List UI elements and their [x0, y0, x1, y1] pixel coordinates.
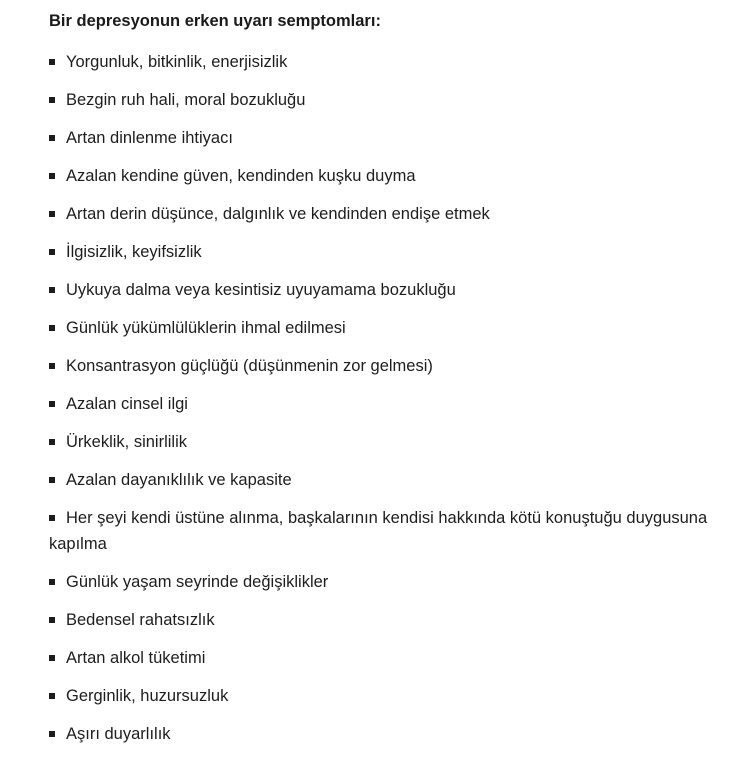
bullet-square-icon: [49, 173, 55, 179]
list-item-text: Günlük yaşam seyrinde değişiklikler: [66, 573, 329, 591]
list-item: [49, 353, 725, 379]
list-item: [49, 125, 725, 151]
bullet-square-icon: [49, 439, 55, 445]
bullet-square-icon: [49, 617, 55, 623]
section-heading: Bir depresyonun erken uyarı semptomları:: [49, 12, 381, 30]
list-item: [49, 721, 725, 747]
list-item: [49, 429, 725, 455]
article-content: [49, 9, 725, 759]
bullet-square-icon: [49, 401, 55, 407]
list-item-text: İlgisizlik, keyifsizlik: [66, 243, 202, 261]
list-item: [49, 569, 725, 595]
list-item-text: Gerginlik, huzursuzluk: [66, 687, 229, 705]
bullet-square-icon: [49, 693, 55, 699]
list-item-text: Bezgin ruh hali, moral bozukluğu: [66, 91, 306, 109]
bullet-square-icon: [49, 325, 55, 331]
list-item: [49, 239, 725, 265]
list-item-text: Her şeyi kendi üstüne alınma, başkalarının kendisi hakkında kötü konuştuğu duygusuna kapılma: [49, 509, 708, 553]
bullet-square-icon: [49, 59, 55, 65]
list-item: [49, 505, 725, 557]
list-item: [49, 683, 725, 709]
list-item-text: Uykuya dalma veya kesintisiz uyuyamama bozukluğu: [66, 281, 456, 299]
list-item: [49, 277, 725, 303]
list-item-text: Artan derin düşünce, dalgınlık ve kendinden endişe etmek: [66, 205, 490, 223]
bullet-square-icon: [49, 515, 55, 521]
list-item: [49, 467, 725, 493]
list-item: [49, 391, 725, 417]
list-item-text: Bedensel rahatsızlık: [66, 611, 215, 629]
bullet-square-icon: [49, 97, 55, 103]
list-item-text: Günlük yükümlülüklerin ihmal edilmesi: [66, 319, 346, 337]
list-item: [49, 49, 725, 75]
list-item-text: Azalan cinsel ilgi: [66, 395, 188, 413]
list-item-text: Yorgunluk, bitkinlik, enerjisizlik: [66, 53, 288, 71]
list-item-text: Aşırı duyarlılık: [66, 725, 171, 743]
bullet-square-icon: [49, 477, 55, 483]
list-item-text: Azalan dayanıklılık ve kapasite: [66, 471, 292, 489]
list-item: [49, 607, 725, 633]
list-item-text: Artan dinlenme ihtiyacı: [66, 129, 233, 147]
list-item: [49, 645, 725, 671]
bullet-square-icon: [49, 655, 55, 661]
bullet-square-icon: [49, 287, 55, 293]
list-item: [49, 315, 725, 341]
bullet-square-icon: [49, 731, 55, 737]
bullet-square-icon: [49, 135, 55, 141]
list-item-text: Konsantrasyon güçlüğü (düşünmenin zor gelmesi): [66, 357, 433, 375]
list-item: [49, 163, 725, 189]
bullet-square-icon: [49, 211, 55, 217]
bullet-square-icon: [49, 249, 55, 255]
symptom-list: [49, 49, 725, 747]
list-item: [49, 201, 725, 227]
bullet-square-icon: [49, 363, 55, 369]
bullet-square-icon: [49, 579, 55, 585]
list-item-text: Ürkeklik, sinirlilik: [66, 433, 188, 451]
list-item: [49, 87, 725, 113]
list-item-text: Azalan kendine güven, kendinden kuşku duyma: [66, 167, 416, 185]
list-item-text: Artan alkol tüketimi: [66, 649, 206, 667]
